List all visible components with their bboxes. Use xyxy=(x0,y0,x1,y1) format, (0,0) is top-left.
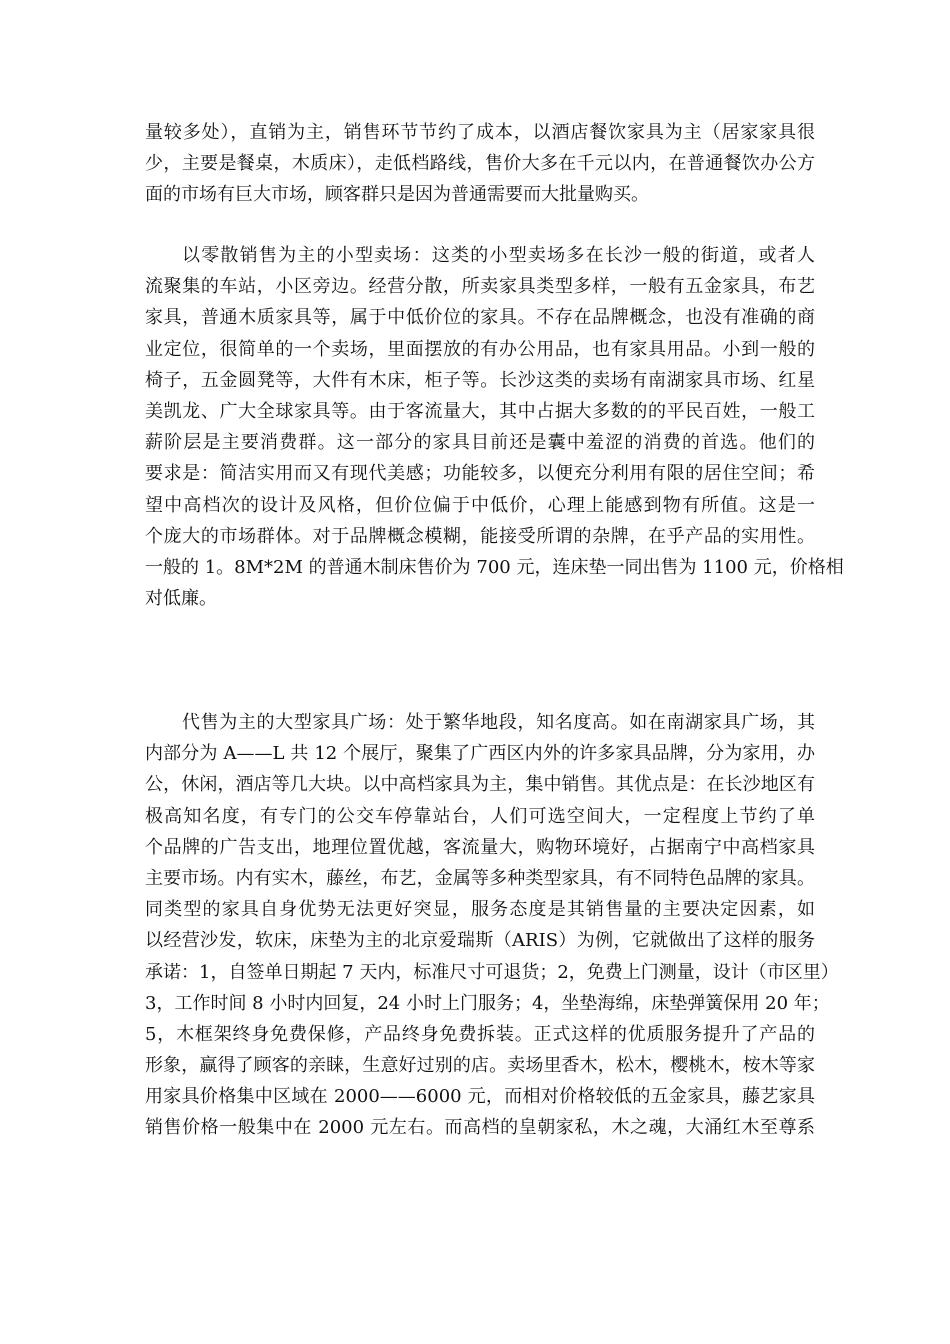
text-line: 对低廉。 xyxy=(145,588,217,610)
paragraph-3 xyxy=(145,707,839,1144)
text-line: 要求是：简洁实用而又有现代美感；功能较多，以便充分利用有限的居住空间；希 xyxy=(145,463,815,485)
text-line: 5，木框架终身免费保修，产品终身免费拆装。正式这样的优质服务提升了产品的 xyxy=(145,1023,815,1045)
text-line: 薪阶层是主要消费群。这一部分的家具目前还是囊中羞涩的消费的首选。他们的 xyxy=(145,432,815,454)
text-line: 以零散销售为主的小型卖场：这类的小型卖场多在长沙一般的街道，或者人 xyxy=(182,245,815,266)
text-line: 个庞大的市场群体。对于品牌概念模糊，能接受所谓的杂牌，在乎产品的实用性。 xyxy=(145,525,815,547)
paragraph-2 xyxy=(145,240,844,614)
text-line: 代售为主的大型家具广场：处于繁华地段，知名度高。如在南湖家具广场，其 xyxy=(182,712,815,733)
paragraph-1 xyxy=(145,117,815,211)
text-line: 同类型的家具自身优势无法更好突显，服务态度是其销售量的主要决定因素，如 xyxy=(145,899,815,921)
text-line: 以经营沙发，软床，床垫为主的北京爱瑞斯（ARIS）为例，它就做出了这样的服务 xyxy=(145,930,815,952)
text-line: 量较多处），直销为主，销售环节节约了成本，以酒店餐饮家具为主（居家家具很 xyxy=(145,122,815,143)
text-line: 一般的 1。8M*2M 的普通木制床售价为 700 元，连床垫一同出售为 1100 元，价格相 xyxy=(145,556,844,578)
text-line: 美凯龙、广大全球家具等。由于客流量大，其中占据大多数的的平民百姓，一般工 xyxy=(145,400,815,422)
text-line: 面的市场有巨大市场，顾客群只是因为普通需要而大批量购买。 xyxy=(145,184,649,206)
text-line: 家具，普通木质家具等，属于中低价位的家具。不存在品牌概念，也没有准确的商 xyxy=(145,307,815,329)
text-line: 承诺：1，自签单日期起 7 天内，标准尺寸可退货；2，免费上门测量，设计（市区里） xyxy=(145,961,839,983)
text-line: 3，工作时间 8 小时内回复，24 小时上门服务；4，坐垫海绵，床垫弹簧保用 20 年； xyxy=(145,992,830,1014)
text-line: 望中高档次的设计及风格，但价位偏于中低价，心理上能感到物有所值。这是一 xyxy=(145,494,815,516)
text-line: 形象，赢得了顾客的亲睐，生意好过别的店。卖场里香木，松木，樱桃木，桉木等家 xyxy=(145,1055,815,1077)
text-line: 销售价格一般集中在 2000 元左右。而高档的皇朝家私，木之魂，大涌红木至尊系 xyxy=(145,1117,815,1139)
text-line: 个品牌的广告支出，地理位置优越，客流量大，购物环境好，占据南宁中高档家具 xyxy=(145,836,815,858)
text-line: 流聚集的车站，小区旁边。经营分散，所卖家具类型多样，一般有五金家具，布艺 xyxy=(145,276,815,298)
text-line: 业定位，很简单的一个卖场，里面摆放的有办公用品，也有家具用品。小到一般的 xyxy=(145,338,815,360)
text-line: 公，休闲，酒店等几大块。以中高档家具为主，集中销售。其优点是：在长沙地区有 xyxy=(145,774,815,796)
text-line: 主要市场。内有实木，藤丝，布艺，金属等多种类型家具，有不同特色品牌的家具。 xyxy=(145,867,815,889)
text-line: 极高知名度，有专门的公交车停靠站台，人们可选空间大，一定程度上节约了单 xyxy=(145,805,815,827)
text-line: 用家具价格集中区域在 2000——6000 元，而相对价格较低的五金家具，藤艺家具 xyxy=(145,1086,815,1108)
text-line: 少，主要是餐桌，木质床），走低档路线，售价大多在千元以内，在普通餐饮办公方 xyxy=(145,153,815,175)
text-line: 内部分为 A——L 共 12 个展厅，聚集了广西区内外的许多家具品牌，分为家用，办 xyxy=(145,743,815,765)
text-line: 椅子，五金圆凳等，大件有木床，柜子等。长沙这类的卖场有南湖家具市场、红星 xyxy=(145,369,815,391)
